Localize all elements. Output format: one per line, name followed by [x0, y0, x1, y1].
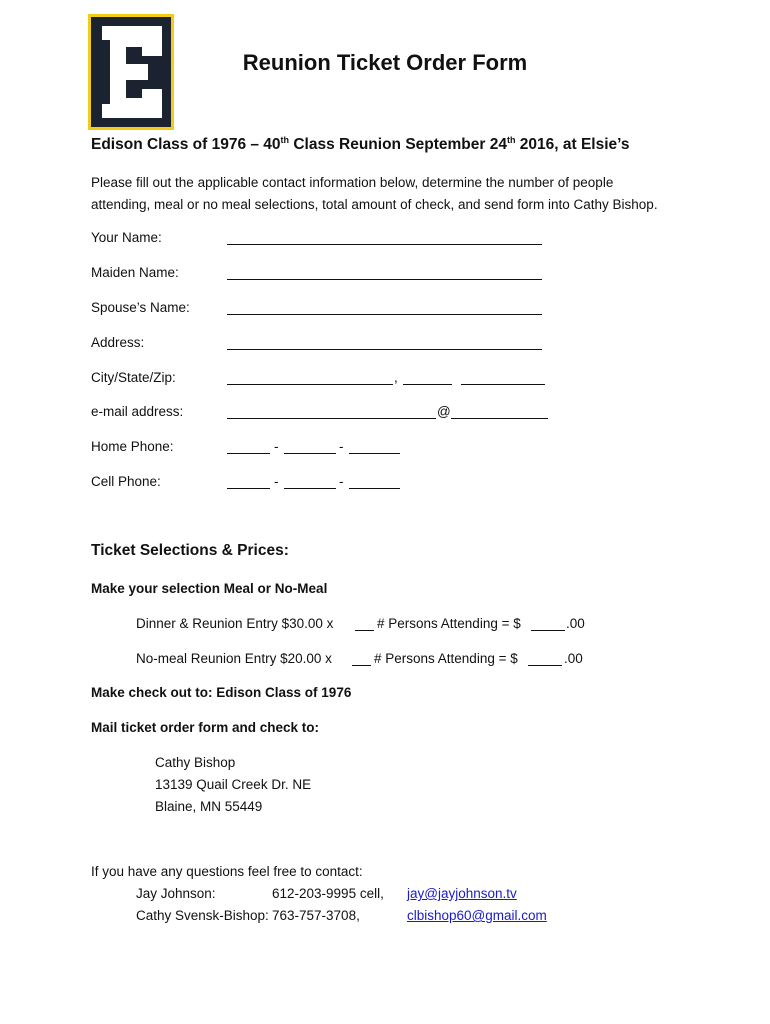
- your-name-field[interactable]: [227, 244, 542, 245]
- home-phone-dash-2: -: [339, 439, 344, 454]
- contact-email-link[interactable]: clbishop60@gmail.com: [407, 908, 547, 923]
- event-subheading: [91, 136, 630, 154]
- ticket-selections-heading: Ticket Selections & Prices:: [91, 542, 289, 559]
- payable-to-text: Make check out to: Edison Class of 1976: [91, 685, 352, 700]
- intro-paragraph: [91, 172, 658, 216]
- cell-phone-area-field[interactable]: [227, 488, 270, 489]
- dinner-total-field[interactable]: [531, 630, 565, 631]
- home-phone-line-field[interactable]: [349, 453, 400, 454]
- state-field[interactable]: [403, 384, 452, 385]
- mail-address-street: 13139 Quail Creek Dr. NE: [155, 777, 312, 792]
- cell-phone-dash-2: -: [339, 474, 344, 489]
- dinner-persons-text: # Persons Attending = $: [377, 616, 521, 631]
- cell-phone-dash-1: -: [274, 474, 279, 489]
- zip-field[interactable]: [461, 384, 545, 385]
- city-comma: ,: [394, 370, 398, 385]
- dinner-cents: .00: [566, 616, 585, 631]
- email-domain-field[interactable]: [451, 418, 548, 419]
- address-field[interactable]: [227, 349, 542, 350]
- contact-phone: 763-757-3708,: [272, 908, 360, 923]
- maiden-name-field[interactable]: [227, 279, 542, 280]
- dinner-quantity-field[interactable]: [355, 630, 374, 631]
- contact-name: Cathy Svensk-Bishop:: [136, 908, 269, 923]
- cell-phone-prefix-field[interactable]: [284, 488, 336, 489]
- contact-name: Jay Johnson:: [136, 886, 216, 901]
- contact-phone: 612-203-9995 cell,: [272, 886, 384, 901]
- city-field[interactable]: [227, 384, 393, 385]
- subheading-sup1: th: [280, 134, 290, 145]
- address-label: Address:: [91, 335, 145, 350]
- nomeal-total-field[interactable]: [528, 665, 562, 666]
- mail-address-city: Blaine, MN 55449: [155, 799, 263, 814]
- subheading-part1: Edison Class of 1976 – 40: [91, 136, 281, 153]
- cell-phone-label: Cell Phone:: [91, 474, 161, 489]
- page-title: [0, 50, 770, 76]
- home-phone-prefix-field[interactable]: [284, 453, 336, 454]
- contact-email-link[interactable]: jay@jayjohnson.tv: [407, 886, 517, 901]
- intro-line-1: Please fill out the applicable contact information below, determine the number of people: [91, 175, 614, 190]
- questions-text: If you have any questions feel free to contact:: [91, 864, 363, 879]
- nomeal-label: No-meal Reunion Entry $20.00 x: [136, 651, 332, 666]
- your-name-label: Your Name:: [91, 230, 162, 245]
- spouse-name-field[interactable]: [227, 314, 542, 315]
- subheading-part2: Class Reunion September 24: [289, 136, 507, 153]
- city-state-zip-label: City/State/Zip:: [91, 370, 176, 385]
- home-phone-dash-1: -: [274, 439, 279, 454]
- mail-heading: Mail ticket order form and check to:: [91, 720, 320, 735]
- nomeal-quantity-field[interactable]: [352, 665, 371, 666]
- email-user-field[interactable]: [227, 418, 436, 419]
- subheading-sup2: th: [506, 134, 516, 145]
- meal-selection-instruction: Make your selection Meal or No-Meal: [91, 581, 328, 596]
- intro-line-2: attending, meal or no meal selections, total amount of check, and send form into Cathy Bishop.: [91, 197, 658, 212]
- home-phone-area-field[interactable]: [227, 453, 270, 454]
- mail-address-name: Cathy Bishop: [155, 755, 236, 770]
- page-title-text: Reunion Ticket Order Form: [242, 50, 528, 75]
- cell-phone-line-field[interactable]: [349, 488, 400, 489]
- home-phone-label: Home Phone:: [91, 439, 174, 454]
- subheading-part3: 2016, at Elsie’s: [515, 136, 630, 153]
- dinner-label: Dinner & Reunion Entry $30.00 x: [136, 616, 334, 631]
- nomeal-persons-text: # Persons Attending = $: [374, 651, 518, 666]
- email-label: e-mail address:: [91, 404, 184, 419]
- spouse-name-label: Spouse’s Name:: [91, 300, 190, 315]
- maiden-name-label: Maiden Name:: [91, 265, 179, 280]
- nomeal-cents: .00: [564, 651, 583, 666]
- email-at-sign: @: [437, 404, 451, 419]
